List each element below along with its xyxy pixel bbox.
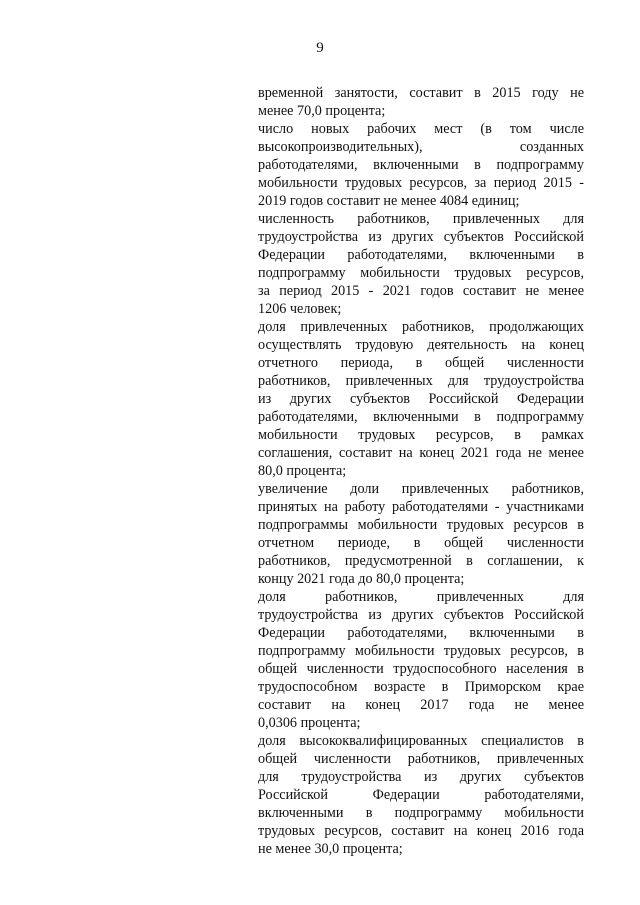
text-line: увеличение доли привлеченных работников, [258, 481, 584, 497]
text-line: принятых на работу работодателями - участниками [258, 499, 584, 515]
text-line: трудоустройства из других субъектов Российской [258, 229, 584, 245]
text-line: подпрограмму мобильности трудовых ресурсов, [258, 265, 584, 281]
text-line: составит на конец 2017 года не менее [258, 697, 584, 713]
text-line: 80,0 процента; [258, 463, 347, 479]
text-line: работников, привлеченных для трудоустройства [258, 373, 584, 389]
text-line: 1206 человек; [258, 301, 342, 317]
text-line: доля высококвалифицированных специалистов в [258, 733, 584, 749]
text-line: работодателями, включенными в подпрограмму [258, 409, 584, 425]
text-line: менее 70,0 процента; [258, 103, 386, 119]
text-line: подпрограммы мобильности трудовых ресурсов в [258, 517, 584, 533]
text-line: 0,0306 процента; [258, 715, 361, 731]
text-line: число новых рабочих мест (в том числе [258, 121, 584, 137]
text-line: осуществлять трудовую деятельность на конец [258, 337, 584, 353]
text-line: Российской Федерации работодателями, [258, 787, 584, 803]
text-line: для трудоустройства из других субъектов [258, 769, 584, 785]
text-line: общей численности работников, привлеченных [258, 751, 584, 767]
text-line: временной занятости, составит в 2015 году не [258, 85, 584, 101]
text-line: 2019 годов составит не менее 4084 единиц; [258, 193, 520, 209]
text-line: доля привлеченных работников, продолжающих [258, 319, 584, 335]
text-line: общей численности трудоспособного населения в [258, 661, 584, 677]
text-line: отчетного периода, в общей численности [258, 355, 584, 371]
text-line: мобильности трудовых ресурсов, за период 2015 - [258, 175, 584, 191]
text-line: концу 2021 года до 80,0 процента; [258, 571, 465, 587]
text-line: трудоустройства из других субъектов Российской [258, 607, 584, 623]
text-line: подпрограмму мобильности трудовых ресурсов, в [258, 643, 584, 659]
text-line: доля работников, привлеченных для [258, 589, 584, 605]
text-line: не менее 30,0 процента; [258, 841, 403, 857]
text-line: трудоспособном возрасте в Приморском крае [258, 679, 584, 695]
text-line: работников, предусмотренной в соглашении, к [258, 553, 584, 569]
text-line: Федерации работодателями, включенными в [258, 247, 584, 263]
text-line: Федерации работодателями, включенными в [258, 625, 584, 641]
text-line: работодателями, включенными в подпрограмму [258, 157, 584, 173]
text-line: высокопроизводительных), созданных [258, 139, 584, 155]
text-line: из других субъектов Российской Федерации [258, 391, 584, 407]
page-number: 9 [316, 40, 324, 56]
body-text [258, 84, 584, 858]
text-line: отчетном периоде, в общей численности [258, 535, 584, 551]
text-line: включенными в подпрограмму мобильности [258, 805, 584, 821]
text-line: за период 2015 - 2021 годов составит не менее [258, 283, 584, 299]
text-line: мобильности трудовых ресурсов, в рамках [258, 427, 584, 443]
text-line: численность работников, привлеченных для [258, 211, 584, 227]
text-line: трудовых ресурсов, составит на конец 2016 года [258, 823, 584, 839]
text-line: соглашения, составит на конец 2021 года не менее [258, 445, 584, 461]
